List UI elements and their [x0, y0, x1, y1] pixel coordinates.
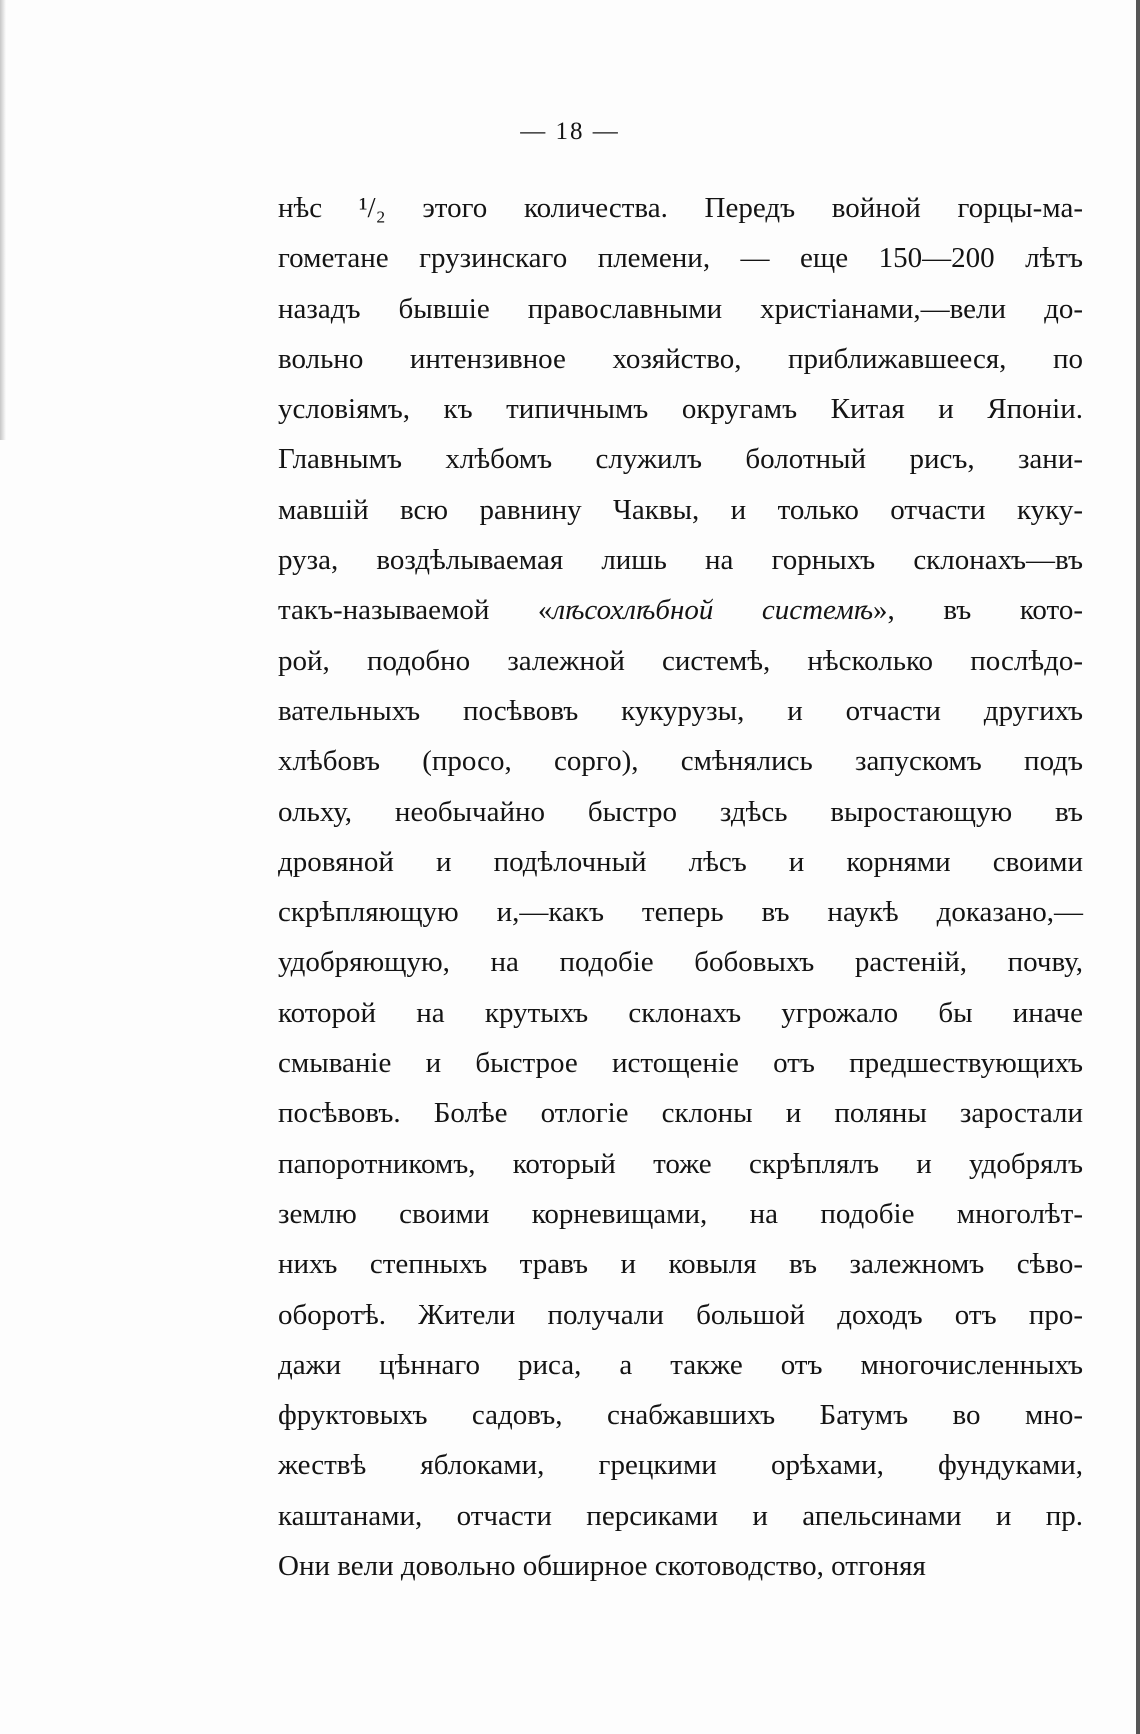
- text-line: оборотѣ. Жители получали большой доходъ отъ про-: [278, 1298, 1083, 1331]
- text-line: такъ-называемой «лѣсохлѣбной системѣ», въ кото-: [278, 594, 1084, 627]
- text-line: дровяной и подѣлочный лѣсъ и корнями своими: [278, 845, 1083, 878]
- text-line: скрѣпляющую и,—какъ теперь въ наукѣ доказано,—: [278, 896, 1083, 929]
- text-line: назадъ бывшіе православными христіанами,—вели до-: [278, 292, 1083, 325]
- text-line: условіямъ, къ типичнымъ округамъ Китая и Японіи.: [278, 393, 1083, 426]
- text-line: фруктовыхъ садовъ, снабжавшихъ Батумъ во мно-: [278, 1399, 1083, 1432]
- text-line: рой, подобно залежной системѣ, нѣсколько послѣдо-: [278, 644, 1083, 677]
- text-line: вательныхъ посѣвовъ кукурузы, и отчасти другихъ: [278, 694, 1083, 727]
- text-line: нѣс ¹/₂ этого количества. Передъ войной горцы-ма-: [278, 192, 1083, 224]
- text-line: руза, воздѣлываемая лишь на горныхъ склонахъ—въ: [278, 544, 1083, 577]
- page-number: — 18 —: [520, 118, 620, 145]
- text-line: вольно интензивное хозяйство, приближавшееся, по: [278, 342, 1083, 375]
- text-line: посѣвовъ. Болѣе отлогіе склоны и поляны заростали: [278, 1097, 1083, 1130]
- text-line: ольху, необычайно быстро здѣсь выростающую въ: [278, 795, 1083, 828]
- text-line: гометане грузинскаго племени, — еще 150—200 лѣтъ: [278, 242, 1083, 275]
- text-line: дажи цѣннаго риса, а также отъ многочисленныхъ: [278, 1348, 1083, 1381]
- text-line: нихъ степныхъ травъ и ковыля въ залежномъ сѣво-: [278, 1248, 1083, 1281]
- text-line: каштанами, отчасти персиками и апельсинами и пр.: [278, 1499, 1083, 1532]
- text-line: удобряющую, на подобіе бобовыхъ растеній, почву,: [278, 946, 1083, 979]
- text-line: землю своими корневищами, на подобіе многолѣт-: [278, 1197, 1083, 1230]
- text-line: мавшій всю равнину Чаквы, и только отчасти куку-: [278, 493, 1083, 526]
- body-text: [278, 183, 1083, 1591]
- text-line: хлѣбовъ (просо, сорго), смѣнялись запускомъ подъ: [278, 745, 1083, 778]
- text-line: папоротникомъ, который тоже скрѣплялъ и удобрялъ: [278, 1147, 1083, 1180]
- text-line: Главнымъ хлѣбомъ служилъ болотный рисъ, зани-: [278, 443, 1083, 476]
- text-line: которой на крутыхъ склонахъ угрожало бы иначе: [278, 996, 1083, 1029]
- scan-edge-right: [1136, 0, 1140, 1734]
- text-line: Они вели довольно обширное скотоводство, отгоняя: [278, 1550, 926, 1583]
- scan-edge-left: [0, 0, 6, 440]
- text-line: смываніе и быстрое истощеніе отъ предшествующихъ: [278, 1047, 1083, 1080]
- italic-term: лѣсохлѣбной системѣ: [552, 594, 874, 627]
- text-line: жествѣ яблоками, грецкими орѣхами, фундуками,: [278, 1449, 1083, 1482]
